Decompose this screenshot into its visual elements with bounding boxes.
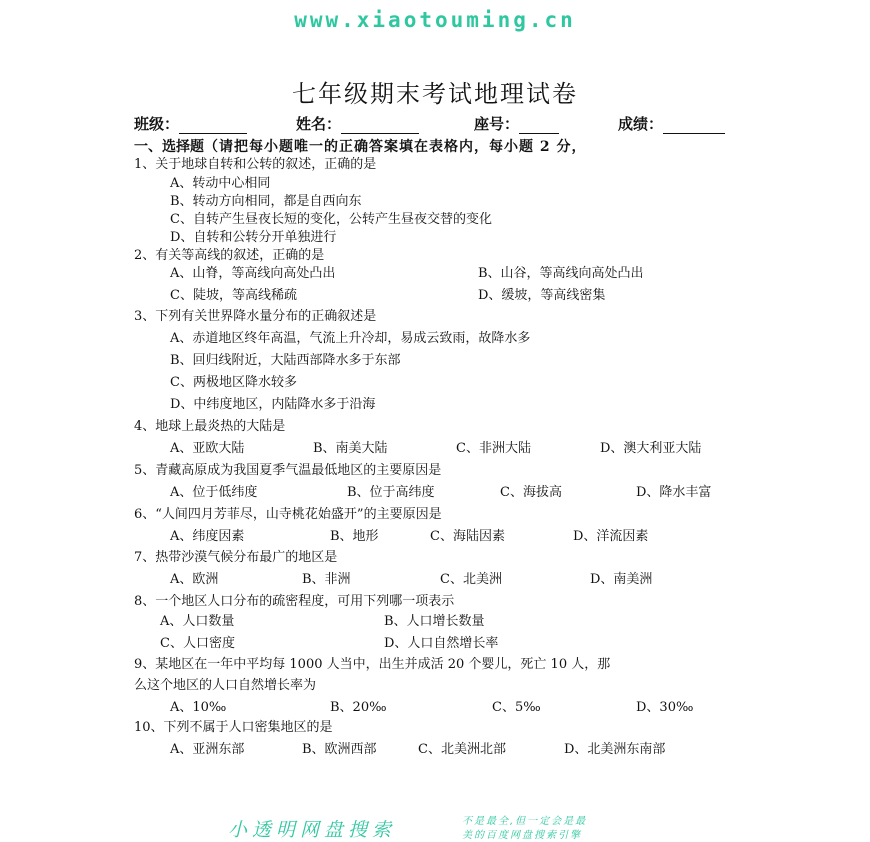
question-option: D、降水丰富 (636, 485, 712, 500)
question-stem: 9、某地区在一年中平均每 1000 人当中，出生并成活 20 个婴儿，死亡 10 人，那 (134, 657, 611, 672)
question-option: A、纬度因素 (170, 529, 245, 544)
seat-blank (519, 117, 559, 134)
class-label: 班级： (134, 115, 180, 133)
question-option: D、自转和公转分开单独进行 (170, 230, 337, 245)
name-field (296, 113, 419, 134)
question-option: D、人口自然增长率 (384, 636, 499, 651)
slogan-line-2: 美的百度网盘搜索引擎 (462, 830, 582, 841)
question-option: A、人口数量 (160, 614, 235, 629)
question-option: A、欧洲 (170, 572, 219, 587)
question-stem: 10、下列不属于人口密集地区的是 (134, 720, 333, 735)
class-blank (179, 117, 247, 134)
question-option: A、10‰ (170, 700, 227, 715)
question-stem: 8、一个地区人口分布的疏密程度，可用下列哪一项表示 (134, 594, 455, 609)
section-instruction: （请把每小题唯一的正确答案填在表格内，每小题 2 分， (204, 139, 587, 155)
site-watermark: www.xiaotouming.cn (294, 8, 576, 32)
class-field (134, 113, 247, 134)
question-option: B、地形 (330, 529, 379, 544)
question-option: A、亚欧大陆 (170, 441, 245, 456)
question-stem: 1、关于地球自转和公转的叙述，正确的是 (134, 157, 377, 172)
question-stem: 5、青藏高原成为我国夏季气温最低地区的主要原因是 (134, 463, 442, 478)
question-option: B、回归线附近，大陆西部降水多于东部 (170, 353, 401, 368)
score-label: 成绩： (618, 115, 664, 133)
question-stem: 6、“人间四月芳菲尽，山寺桃花始盛开”的主要原因是 (134, 507, 442, 522)
section-title: 一、选择题 (134, 139, 204, 155)
question-option: D、缓坡，等高线密集 (478, 288, 606, 303)
section-heading (134, 138, 587, 156)
question-option: C、北美洲 (440, 572, 502, 587)
name-label: 姓名： (296, 115, 342, 133)
question-option: C、自转产生昼夜长短的变化，公转产生昼夜交替的变化 (170, 212, 492, 227)
question-option: A、位于低纬度 (170, 485, 258, 500)
question-option: C、北美洲北部 (418, 742, 506, 757)
question-option: C、海陆因素 (430, 529, 505, 544)
question-option: C、非洲大陆 (456, 441, 531, 456)
score-blank (663, 117, 725, 134)
name-blank (341, 117, 419, 134)
question-option: C、5‰ (492, 700, 541, 715)
question-stem-continued: 么这个地区的人口自然增长率为 (134, 678, 317, 693)
student-info-row (134, 113, 744, 135)
question-option: B、山谷，等高线向高处凸出 (478, 266, 644, 281)
question-option: A、赤道地区终年高温，气流上升冷却，易成云致雨，故降水多 (170, 331, 531, 346)
question-option: D、南美洲 (590, 572, 653, 587)
question-option: B、转动方向相同，都是自西向东 (170, 194, 362, 209)
score-field (618, 113, 725, 134)
question-option: D、澳大利亚大陆 (600, 441, 702, 456)
question-stem: 4、地球上最炎热的大陆是 (134, 419, 286, 434)
question-option: D、北美洲东南部 (564, 742, 666, 757)
question-option: A、亚洲东部 (170, 742, 245, 757)
brand-watermark: 小透明网盘搜索 (228, 819, 397, 841)
question-option: C、人口密度 (160, 636, 235, 651)
question-stem: 7、热带沙漠气候分布最广的地区是 (134, 550, 338, 565)
slogan-line-1: 不是最全,但一定会是最 (462, 816, 588, 827)
question-option: D、30‰ (636, 700, 694, 715)
question-stem: 2、有关等高线的叙述，正确的是 (134, 248, 325, 263)
question-option: B、欧洲西部 (302, 742, 377, 757)
question-option: D、中纬度地区，内陆降水多于沿海 (170, 397, 376, 412)
question-option: C、两极地区降水较多 (170, 375, 297, 390)
question-option: B、人口增长数量 (384, 614, 485, 629)
question-option: D、洋流因素 (573, 529, 649, 544)
question-option: B、南美大陆 (313, 441, 388, 456)
question-stem: 3、下列有关世界降水量分布的正确叙述是 (134, 309, 377, 324)
question-option: C、海拔高 (500, 485, 562, 500)
seat-field (474, 113, 559, 134)
exam-title: 七年级期末考试地理试卷 (292, 80, 578, 108)
question-option: B、20‰ (330, 700, 387, 715)
seat-label: 座号： (474, 115, 520, 133)
question-option: C、陡坡，等高线稀疏 (170, 288, 297, 303)
question-option: B、位于高纬度 (347, 485, 435, 500)
question-option: B、非洲 (302, 572, 351, 587)
question-option: A、山脊，等高线向高处凸出 (170, 266, 336, 281)
question-option: A、转动中心相同 (170, 176, 271, 191)
